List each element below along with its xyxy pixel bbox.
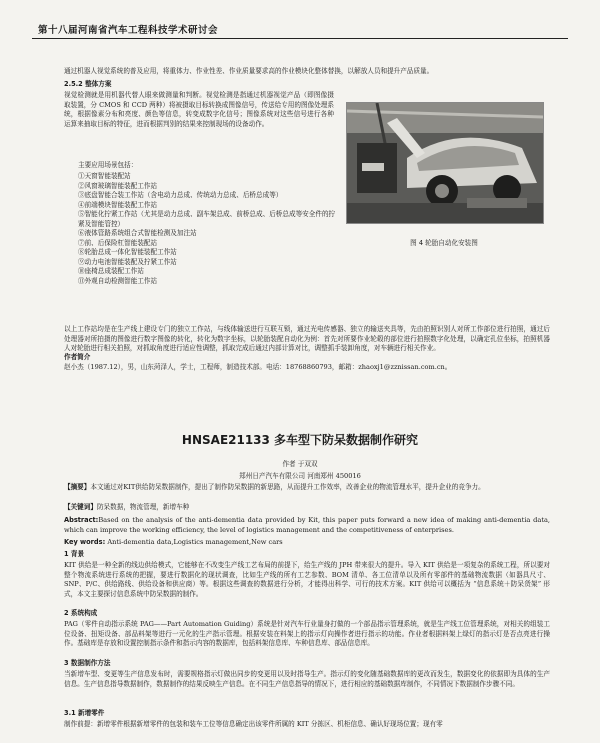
keywords-en-label: Key words: bbox=[64, 538, 106, 546]
list-item: ⑥液体管路系统组合式智能检测及加注站 bbox=[78, 229, 197, 238]
abstract-en-label: Abstract: bbox=[64, 516, 99, 524]
abstract-label: 【摘要】 bbox=[64, 483, 91, 491]
section-heading-2-5-2: 2.5.2 整体方案 bbox=[64, 80, 112, 88]
abstract-en-block bbox=[64, 516, 550, 535]
author-info: 赵小杰（1987.12），男，山东菏泽人，学士，工程师，制造技术部。电话：18768860793，邮箱：zhaoxj1@zznissan.com.cn。 bbox=[64, 363, 452, 371]
header-rule bbox=[32, 38, 568, 39]
journal-header: 第十八届河南省汽车工程科技学术研讨会 bbox=[38, 25, 219, 36]
list-item: ⑦前、后保险杠智能装配站 bbox=[78, 238, 158, 247]
section-3-1-body: 制作前提：新增零件根据新增零件的包装和装车工位等信息确定出该零件所属的 KIT 分拣区、机柜信息、确认好现场位置；现有零 bbox=[64, 720, 443, 728]
list-item: ④前端模块智能装配工作站 bbox=[78, 200, 158, 209]
article-affiliation: 郑州日产汽车有限公司 河南郑州 450016 bbox=[239, 472, 361, 480]
list-intro: 主要应用场景包括： bbox=[78, 161, 138, 169]
section-heading-3: 3 数据制作方法 bbox=[64, 659, 111, 667]
list-item: ③底盘智能合装工作站（含电动力总成、传统动力总成、后桥总成等） bbox=[78, 191, 283, 200]
section-heading-1: 1 背景 bbox=[64, 550, 85, 558]
article1-body: 视觉检测就是用机器代替人眼来做测量和判断。视觉检测是指通过机器视觉产品（即图像摄取装置，分 CMOS 和 CCD 两种）将被摄取目标转换成图像信号，传送给专用的图像处理系统，根据像素分布和亮度、颜色等信息，转变成数字化信号；图像系统对这些信号进行各种运算来抽取目标的特征，进而根据判别的结果来控制现场的设备动作。 bbox=[64, 91, 334, 129]
application-list bbox=[78, 172, 336, 287]
list-item: ②风窗玻璃智能装配工作站 bbox=[78, 181, 158, 190]
author-intro-heading: 作者简介 bbox=[64, 353, 91, 361]
tire-install-photo bbox=[346, 102, 544, 224]
abstract-text: 本文通过对KIT供给防呆数据制作，提出了制作防呆数据的新思路，从而提升工作效率，改善企业的物流管理水平，提升企业的竞争力。 bbox=[90, 483, 485, 491]
keywords-label: 【关键词】 bbox=[64, 503, 97, 511]
section-2-body: PAG（零件自动指示系统 PAG——Part Automation Guiding）系统是针对汽车行业量身打做的一个部品指示管理系统，就是生产线工位管理系统，对相关的组装工位设备、扭矩设备、部品料架等进行一元化的生产指示管理。根据安装在料架上的指示灯向操作者进行指示的功能。作业者根据料架上绿灯的指示灯是否点亮进行操作。基础库是存放和设置控制指示条件和指示内容的数据库，包括料架信息库、车种信息库、部品信息库。 bbox=[64, 620, 550, 648]
figure-caption: 图 4 轮胎自动化安装图 bbox=[410, 239, 478, 247]
keywords-en-text: Anti-dementia data,Logistics management,New cars bbox=[107, 538, 283, 546]
abstract-en-text: Based on the analysis of the anti-dementia data provided by Kit, this paper puts forward a new idea of making anti-dementia data, which can improve the working efficiency, the level of logistics management and the competitiveness of enterprises. bbox=[64, 516, 550, 534]
article-title: HNSAE21133 多车型下防呆数据制作研究 bbox=[181, 433, 419, 447]
article-author: 作者 于双双 bbox=[282, 460, 318, 468]
section-heading-3-1: 3.1 新增零件 bbox=[64, 709, 105, 717]
list-item: ①天窗智能装配站 bbox=[78, 172, 131, 180]
abstract-block bbox=[64, 483, 550, 493]
section-1-body: KIT 供给是一种全新的线边供给模式，它能够在不改变生产线工艺布局的前提下，给生产线的 JPH 带来很大的提升。导入 KIT 供给是一项复杂的系统工程，所以要对整个物流系统进行系统的把握，要进行数据化的现状调查，比如生产线的所有工艺参数、BOM 清单、各工位清单以及所有零部件的基础物流数据（如器具尺寸、SNP、P/C、供给路线、供给设备和供应商）等。根据这些调查的数据进行分析，才能得出科学、可行的技术方案。KIT 供给可以概括为 “信息系统＋防呆货架” 形式，本文主要探讨信息系统中防呆数据的制作。 bbox=[64, 561, 550, 599]
article1-closing: 以上工作站均是在生产线上建设专门的独立工作站，与线体输送进行互联互锁，通过光电传感器、独立的输送夹具等，先由拍照识别人对所工作部位进行拍照，通过后处理器对所拍摄的图像进行数字图像的转化，转化为数字坐标，以轮胎装配自动化为例：首先对所要作业轮毂的部位进行拍照数字化处理，以确定孔位坐标，拍照机器人对轮胎进行相关拍照，对抓取角度进行适应性调整，抓取完成后通过内部计算对比，调整抓手装卸角度，对车辆进行相关作业。 bbox=[64, 325, 550, 353]
list-item: ⑧轮胎总成一体化智能装配工作站 bbox=[78, 248, 177, 257]
factory-scene-image bbox=[347, 103, 543, 223]
section-3-body: 当新增车型、变更等生产信息发布时，需要规格指示灯做出同步的变更用以及时指导生产。指示灯的变化随基础数据库的更改而发生，数据变化的依据即为具体的生产信息。生产信息指导数据制作，数据制作的结果反映生产信息。在不同生产信息指导的情况下，进行相应的基础数据库制作，不同情况下数据制作步骤不同。 bbox=[64, 670, 550, 688]
list-item: ⑤智能化拧紧工作站（尤其是动力总成、副车架总成、前桥总成、后桥总成等安全件的拧紧及智能管控） bbox=[78, 210, 336, 228]
keywords-en-block bbox=[64, 538, 550, 548]
article1-intro: 通过机器人视觉系统的普及应用，将重体力、作业性差、作业质量要求高的作业模块化整体替换，以解放人员和提升产品质量。 bbox=[64, 67, 434, 75]
keywords-block bbox=[64, 503, 550, 513]
keywords-text: 防呆数据，物流管理，新增车种 bbox=[96, 503, 190, 511]
list-item: ⑩座椅总成装配工作站 bbox=[78, 267, 144, 276]
section-heading-2: 2 系统构成 bbox=[64, 609, 98, 617]
list-item: ⑨动力电池智能装配及拧紧工作站 bbox=[78, 257, 177, 266]
list-item: ⑪外观自动检测智能工作站 bbox=[78, 277, 158, 286]
